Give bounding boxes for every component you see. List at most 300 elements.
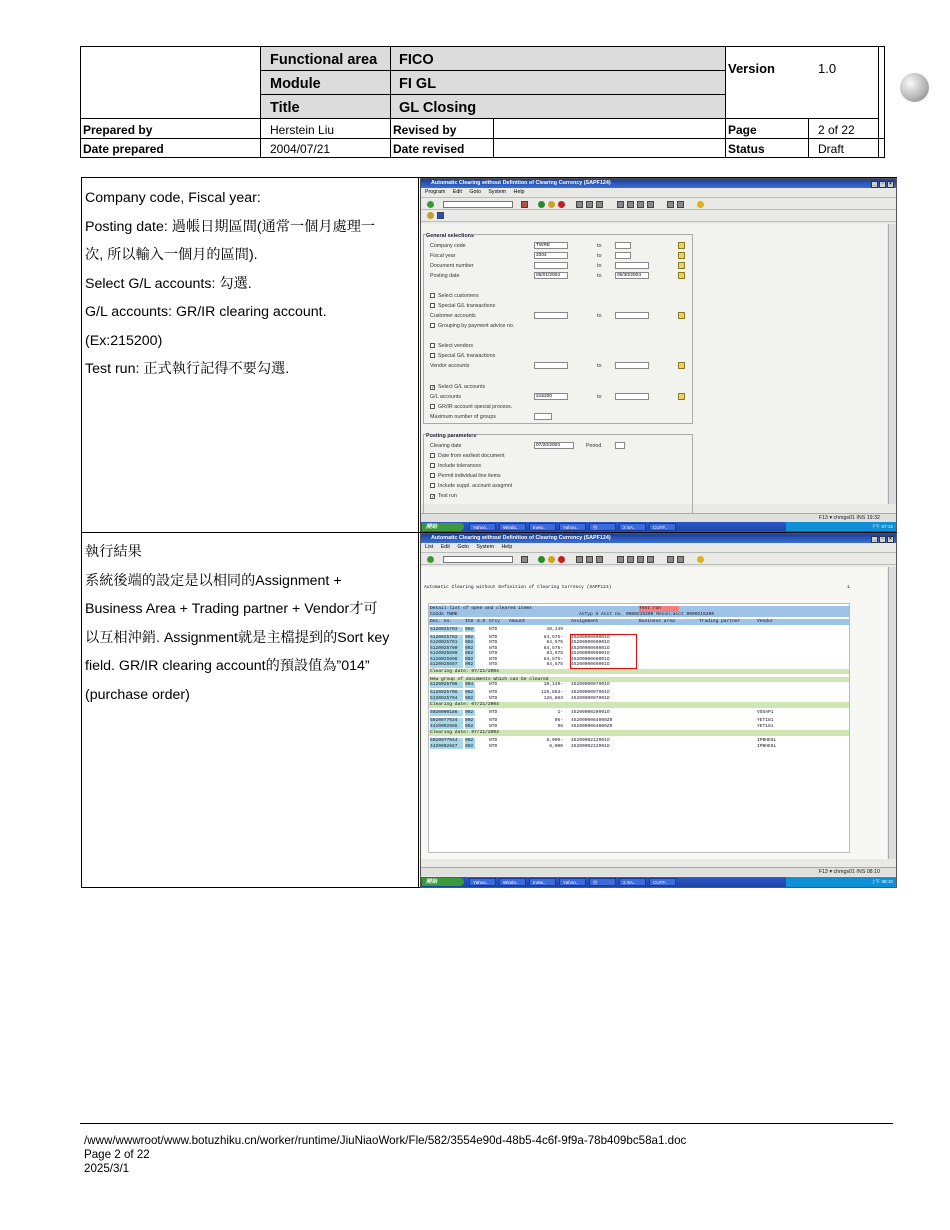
to-label: to [597, 363, 602, 369]
list-cell: 96 [557, 723, 563, 729]
list-cell: IPBHE9L [757, 738, 777, 743]
list-cell: 002 [465, 662, 474, 667]
document-header-table [80, 46, 885, 158]
document-number-field[interactable] [534, 262, 568, 269]
test-run-flag: Test run [639, 606, 679, 612]
list-cell: New group of documents which can be cleared [430, 676, 549, 682]
back-icon[interactable] [538, 556, 545, 563]
text-line: 以互相沖銷. Assignment就是主檔提到的Sort key [85, 629, 390, 646]
fiscal-year-field[interactable]: 2004 [534, 252, 568, 259]
posting-parameters-group [423, 434, 693, 514]
functional-area-label: Functional area [270, 52, 378, 68]
list-cell: 002 [465, 656, 474, 662]
list-cell: 126,863 [543, 695, 563, 701]
max-groups-field[interactable] [534, 413, 552, 420]
print-icon[interactable] [576, 556, 583, 563]
new-session-icon[interactable] [667, 556, 674, 563]
list-cell [477, 662, 487, 668]
text-line: Company code, Fiscal year: [85, 190, 261, 206]
instruction-text-2 [85, 538, 415, 709]
taskbar-item[interactable]: Windo.. [499, 878, 526, 886]
last-page-icon[interactable] [647, 556, 654, 563]
assignment-highlight-box [570, 634, 637, 669]
table-row [429, 744, 849, 750]
list-cell: Trading partner [699, 619, 741, 624]
list-cell: 002 [465, 695, 474, 701]
list-cell: 4520000097001O [571, 682, 610, 687]
list-cell [699, 744, 755, 750]
clearing-date-row [429, 669, 849, 675]
sap-result-screenshot [420, 533, 897, 888]
list-cell [699, 627, 755, 633]
standard-toolbar [421, 197, 896, 210]
shortcut-icon[interactable] [677, 556, 684, 563]
checkbox[interactable] [430, 353, 435, 358]
clearing-list [428, 603, 850, 853]
window-titlebar [421, 179, 896, 188]
taskbar-item[interactable]: 拉 [589, 523, 616, 531]
to-label: to [597, 394, 602, 400]
instruction-text-1 [85, 184, 415, 384]
multiple-selection-icon[interactable] [678, 272, 685, 279]
list-cell: NTD [489, 738, 498, 743]
table-row [429, 682, 849, 688]
next-page-icon[interactable] [637, 201, 644, 208]
taskbar-item[interactable]: Yahoo.. [559, 878, 586, 886]
list-cell: 5120025706 [430, 690, 463, 696]
list-cell [639, 627, 697, 633]
vendor-accounts-label: Vendor accounts [430, 363, 470, 369]
taskbar-item[interactable]: CUTF.. [649, 523, 676, 531]
list-cell: 002 [465, 651, 474, 656]
list-cell: NTD [489, 743, 498, 749]
windows-taskbar [421, 522, 896, 532]
list-cell: 5120025697 [430, 662, 463, 668]
maximize-icon[interactable]: ▫ [879, 181, 886, 188]
menu-bar [421, 188, 896, 197]
prepared-by-label: Prepared by [83, 123, 153, 137]
select-customers-row[interactable]: Select customers [430, 292, 479, 300]
menu-edit[interactable]: Edit [452, 189, 462, 195]
exit-icon[interactable] [548, 556, 555, 563]
next-page-icon[interactable] [637, 556, 644, 563]
list-cell: 5020077044 [430, 738, 463, 744]
special-gl-row[interactable]: Special G/L transactions [430, 302, 495, 310]
list-cell [571, 627, 637, 633]
module-value: FI GL [399, 76, 437, 92]
list-cell: 5120025706 [430, 682, 463, 688]
date-from-earliest-row[interactable]: Date from earliest document [430, 452, 505, 460]
list-cell: 84,575- [543, 634, 563, 640]
multiple-selection-icon[interactable] [678, 312, 685, 319]
cocode-row [429, 612, 849, 618]
selection-area [421, 224, 887, 504]
checkbox[interactable] [430, 453, 435, 458]
checkbox[interactable] [430, 293, 435, 298]
list-cell: Business area [639, 619, 675, 624]
list-cell: NTD [489, 656, 498, 662]
menu-help[interactable]: Help [501, 544, 513, 550]
date-prepared-value: 2004/07/21 [270, 142, 331, 156]
menu-edit[interactable]: Edit [440, 544, 450, 550]
application-toolbar [421, 210, 896, 222]
to-label: to [597, 263, 602, 269]
list-cell: 126,863- [540, 690, 563, 695]
list-cell: 5020000186 [430, 710, 463, 716]
menu-system[interactable]: System [488, 189, 507, 195]
info-icon[interactable] [437, 212, 444, 219]
list-cell [639, 682, 697, 688]
text-line: 次, 所以輸入一個月的區間). [85, 247, 258, 263]
vertical-scrollbar[interactable] [888, 567, 896, 859]
status-label: Status [728, 142, 765, 156]
vertical-scrollbar[interactable] [888, 224, 896, 504]
list-cell [699, 682, 755, 688]
gl-accounts-field[interactable]: 215200 [534, 393, 568, 400]
footer-path: /www/wwwroot/www.botuzhiku.cn/worker/runtime/JiuNiaoWork/Fle/582/3554e90d-48b5-4c6f-9f9a-78b409bc58a1.doc [84, 1134, 687, 1147]
taskbar-item[interactable]: 2 SA.. [619, 878, 646, 886]
period-field[interactable] [615, 442, 625, 449]
clearing-date-field[interactable]: 07/20/2004 [534, 442, 574, 449]
list-cell: 10,149 [546, 626, 563, 632]
checkbox[interactable] [430, 463, 435, 468]
checkbox-checked[interactable]: ✓ [431, 385, 436, 391]
shortcut-icon[interactable] [677, 201, 684, 208]
list-cell: 5120025702 [430, 635, 463, 641]
company-code-to-field[interactable] [615, 242, 631, 249]
taskbar-item[interactable]: Yahoo.. [469, 878, 496, 886]
footer-rule [80, 1123, 893, 1124]
list-cell: 4520000060001O [571, 645, 610, 651]
list-cell [639, 724, 697, 730]
taskbar-item[interactable]: Yahoo.. [559, 523, 586, 531]
save-icon[interactable] [521, 201, 528, 208]
field-label: Posting date [430, 273, 460, 279]
table-row [429, 662, 849, 668]
document-number-to-field[interactable] [615, 262, 649, 269]
list-cell [699, 662, 755, 668]
list-cell: 002 [465, 626, 474, 632]
text-line: Test run: 正式執行記得不要勾選. [85, 361, 290, 377]
multiple-selection-icon[interactable] [678, 262, 685, 269]
date-prepared-label: Date prepared [83, 142, 164, 156]
menu-program[interactable]: Program [425, 189, 446, 195]
select-gl-accounts-row[interactable]: ✓ Select G/L accounts [431, 384, 486, 391]
vendor-accounts-field[interactable] [534, 362, 568, 369]
taskbar-item[interactable]: Yahoo.. [469, 523, 496, 531]
list-cell: VOSAP1 [757, 710, 774, 715]
text-line: Select G/L accounts: 勾選. [85, 275, 252, 292]
footer-page: Page 2 of 22 [84, 1148, 150, 1161]
posting-date-to-field[interactable]: 06/30/2004 [615, 272, 649, 279]
command-field[interactable] [443, 201, 513, 208]
grir-special-row[interactable]: GR/IR account special process. [430, 403, 512, 411]
list-cell: 4520000064000Z0 [571, 718, 613, 723]
first-page-icon[interactable] [617, 201, 624, 208]
help-icon[interactable] [697, 201, 704, 208]
list-cell: IPBHE9L [757, 743, 777, 749]
list-cell: NTD [489, 662, 498, 667]
list-cell: 4420002666 [430, 724, 463, 730]
field-label: Company code [430, 243, 466, 249]
list-cell: 002 [465, 743, 474, 749]
fiscal-year-to-field[interactable] [615, 252, 631, 259]
list-cell: NTD [489, 682, 498, 687]
version-label: Version [728, 61, 775, 76]
revised-by-label: Revised by [393, 123, 457, 137]
system-tray: 上午 08:10 [786, 877, 896, 887]
checkbox[interactable] [430, 303, 435, 308]
general-selections-group [423, 234, 693, 424]
previous-page-icon[interactable] [627, 556, 634, 563]
list-cell [699, 710, 755, 716]
table-row [429, 627, 849, 633]
list-cell: NTD [489, 710, 498, 715]
list-cell: Assignment [571, 619, 599, 624]
close-icon[interactable]: × [887, 181, 894, 188]
version-value: 1.0 [818, 61, 837, 76]
list-cell: 002 [465, 645, 474, 651]
sap-selection-screenshot [420, 178, 897, 532]
menu-system[interactable]: System [476, 544, 494, 550]
list-cell: 4520000020001O [571, 710, 610, 715]
customer-accounts-field[interactable] [534, 312, 568, 319]
list-cell: 4520000060001O [571, 656, 610, 662]
page-value: 2 of 22 [818, 123, 855, 137]
start-button[interactable]: 開始 [422, 523, 464, 531]
list-title: Automatic Clearing without Definition of Clearing Currency (SAPF124) [424, 585, 612, 590]
permit-individual-row[interactable]: Permit individual line items [430, 472, 501, 480]
to-label: to [597, 243, 602, 249]
title-value: GL Closing [399, 100, 477, 116]
list-cell: 002 [465, 738, 474, 743]
taskbar-item[interactable]: Inetu.. [529, 878, 556, 886]
test-run-row[interactable]: ✓ Test run [431, 493, 457, 500]
standard-toolbar [421, 552, 896, 565]
title-label: Title [270, 100, 300, 116]
prepared-by-value: Herstein Liu [270, 123, 335, 137]
minimize-icon[interactable]: _ [871, 536, 878, 543]
execute-icon[interactable] [427, 212, 434, 219]
list-cell [639, 696, 697, 702]
taskbar-item[interactable]: Inetu.. [529, 523, 556, 531]
multiple-selection-icon[interactable] [678, 393, 685, 400]
enter-icon[interactable] [427, 556, 434, 563]
to-label: to [597, 313, 602, 319]
list-cell: NTD [489, 690, 498, 695]
cancel-icon[interactable] [558, 556, 565, 563]
menu-help[interactable]: Help [513, 189, 525, 195]
list-cell [639, 744, 697, 750]
list-cell: 002 [465, 710, 474, 715]
list-cell [757, 627, 802, 633]
text-line: (Ex:215200) [85, 332, 163, 349]
list-cell: S.G [477, 619, 486, 624]
special-gl-row[interactable]: Special G/L transactions [430, 352, 495, 360]
list-cell: NTD [489, 718, 498, 723]
field-label: Fiscal year [430, 253, 456, 259]
list-cell: 84,575- [543, 656, 563, 662]
command-field[interactable] [443, 556, 513, 563]
checkbox[interactable] [430, 483, 435, 488]
minimize-icon[interactable]: _ [871, 181, 878, 188]
taskbar-item[interactable]: 2 SA.. [619, 523, 646, 531]
vendor-accounts-to-field[interactable] [615, 362, 649, 369]
list-cell: 8,000- [546, 738, 563, 743]
status-bar: F13 ▾ chmgs01 INS 08:10 [421, 867, 896, 876]
multiple-selection-icon[interactable] [678, 252, 685, 259]
list-cell: 10,149- [543, 682, 563, 687]
list-cell [757, 682, 802, 688]
to-label: to [597, 273, 602, 279]
functional-area-value: FICO [399, 52, 434, 68]
menu-goto[interactable]: Goto [469, 189, 481, 195]
text-line: (purchase order) [85, 686, 190, 703]
checkbox[interactable] [430, 323, 435, 328]
print-icon[interactable] [576, 201, 583, 208]
group-title: General selections [426, 233, 474, 239]
multiple-selection-icon[interactable] [678, 362, 685, 369]
list-cell [699, 696, 755, 702]
list-cell: 002 [465, 690, 474, 695]
list-cell: NTD [489, 640, 498, 645]
taskbar-item[interactable]: Windo.. [499, 523, 526, 531]
maximize-icon[interactable]: ▫ [879, 536, 886, 543]
list-cell [477, 696, 487, 702]
grouping-row[interactable]: Grouping by payment advice no. [430, 322, 514, 330]
list-cell: Detail list of open and cleared items [430, 606, 532, 611]
clearing-date-row [429, 702, 849, 708]
clearing-date-row [429, 730, 849, 736]
list-cell: 96- [554, 718, 563, 723]
list-cell: 002 [465, 640, 474, 645]
customer-accounts-label: Customer accounts [430, 313, 476, 319]
list-cell: 84,575 [546, 651, 563, 656]
list-cell: Itm [465, 619, 474, 624]
gl-accounts-label: G/L accounts [430, 394, 462, 400]
period-label: Period [586, 443, 602, 449]
list-cell [477, 710, 487, 716]
module-label: Module [270, 76, 321, 92]
list-cell: 5020077034 [430, 718, 463, 724]
taskbar-item[interactable]: 拉 [589, 878, 616, 886]
list-cell [699, 724, 755, 730]
list-cell: 4520000212001O [571, 738, 610, 743]
previous-page-icon[interactable] [627, 201, 634, 208]
list-cell: 84,575- [543, 645, 563, 651]
list-cell: Clearing date: 07/21/2004 [430, 702, 499, 707]
footer-date: 2025/3/1 [84, 1162, 130, 1175]
close-icon[interactable]: × [887, 536, 894, 543]
gl-accounts-to-field[interactable] [615, 393, 649, 400]
window-titlebar [421, 534, 896, 543]
status-bar: F13 ▾ chmgs01 INS 19:32 [421, 513, 896, 522]
find-next-icon[interactable] [596, 556, 603, 563]
list-cell: NTD [489, 723, 498, 729]
list-cell: 5120025703 [430, 627, 463, 633]
list-cell: 4520000060001O [571, 634, 610, 640]
last-page-icon[interactable] [647, 201, 654, 208]
checkbox-checked[interactable]: ✓ [431, 494, 436, 500]
list-cell: YET181 [757, 718, 774, 723]
list-cell: 8,000 [549, 743, 563, 749]
list-cell: Clearing date: 07/21/2004 [430, 730, 499, 735]
exit-icon[interactable] [548, 201, 555, 208]
decorative-sphere [900, 73, 929, 102]
text-line: Business Area + Trading partner + Vendor才可 [85, 601, 378, 617]
checkbox[interactable] [430, 343, 435, 348]
multiple-selection-icon[interactable] [678, 242, 685, 249]
list-cell: YET181 [757, 723, 774, 729]
include-tolerances-row[interactable]: Include tolerances [430, 462, 481, 470]
menu-list[interactable]: List [425, 544, 434, 550]
posting-date-from-field[interactable]: 06/01/2004 [534, 272, 568, 279]
list-cell: Vendor [757, 619, 774, 624]
cancel-icon[interactable] [558, 201, 565, 208]
list-cell: 84,575 [546, 640, 563, 645]
menu-goto[interactable]: Goto [457, 544, 469, 550]
first-page-icon[interactable] [617, 556, 624, 563]
list-cell: 1- [557, 710, 563, 715]
find-next-icon[interactable] [596, 201, 603, 208]
list-cell [757, 662, 802, 668]
list-cell: 4520000060001O [571, 651, 610, 656]
checkbox[interactable] [430, 473, 435, 478]
list-cell [757, 696, 802, 702]
list-cell: NTD [489, 695, 498, 701]
find-icon[interactable] [586, 556, 593, 563]
list-cell: 002 [465, 634, 474, 640]
select-vendors-row[interactable]: Select vendors [430, 342, 473, 350]
list-cell: 5120025698 [430, 657, 463, 663]
list-cell [639, 662, 697, 668]
text-line: 執行結果 [85, 544, 142, 560]
include-suppl-row[interactable]: Include suppl. account assgmnt [430, 482, 512, 490]
content-table [81, 177, 897, 888]
checkbox[interactable] [430, 404, 435, 409]
list-cell: 4520000060001O [571, 640, 610, 645]
customer-accounts-to-field[interactable] [615, 312, 649, 319]
list-cell: Clearing date: 07/21/2004 [430, 668, 499, 674]
text-line: Posting date: 過帳日期區間(通常一個月處理一 [85, 218, 376, 235]
list-cell: 5120025704 [430, 696, 463, 702]
list-cell [477, 627, 487, 633]
save-icon[interactable] [521, 556, 528, 563]
help-icon[interactable] [697, 556, 704, 563]
company-code-field[interactable]: TWRE [534, 242, 568, 249]
list-cell: Crcy [489, 619, 501, 624]
list-cell: NTD [489, 626, 498, 632]
list-cell: NTD [489, 634, 498, 640]
to-label: to [597, 253, 602, 259]
find-icon[interactable] [586, 201, 593, 208]
list-cell [477, 724, 487, 730]
list-cell: Amount [509, 619, 526, 624]
list-cell: 5120025700 [430, 646, 463, 652]
list-cell: 4520000097001O [571, 695, 610, 701]
status-value: Draft [818, 142, 845, 156]
enter-icon[interactable] [427, 201, 434, 208]
list-cell: 4520000060001O [571, 662, 610, 667]
start-button[interactable]: 開始 [422, 878, 464, 886]
text-line: G/L accounts: GR/IR clearing account. [85, 304, 327, 320]
new-session-icon[interactable] [667, 201, 674, 208]
taskbar-item[interactable]: CUTF.. [649, 878, 676, 886]
page-label: Page [728, 123, 757, 137]
back-icon[interactable] [538, 201, 545, 208]
list-cell: AcTyp S Acct no. 0000215200 Recon.acct 0000215200 [579, 611, 715, 617]
list-cell: 84,575 [546, 662, 563, 667]
